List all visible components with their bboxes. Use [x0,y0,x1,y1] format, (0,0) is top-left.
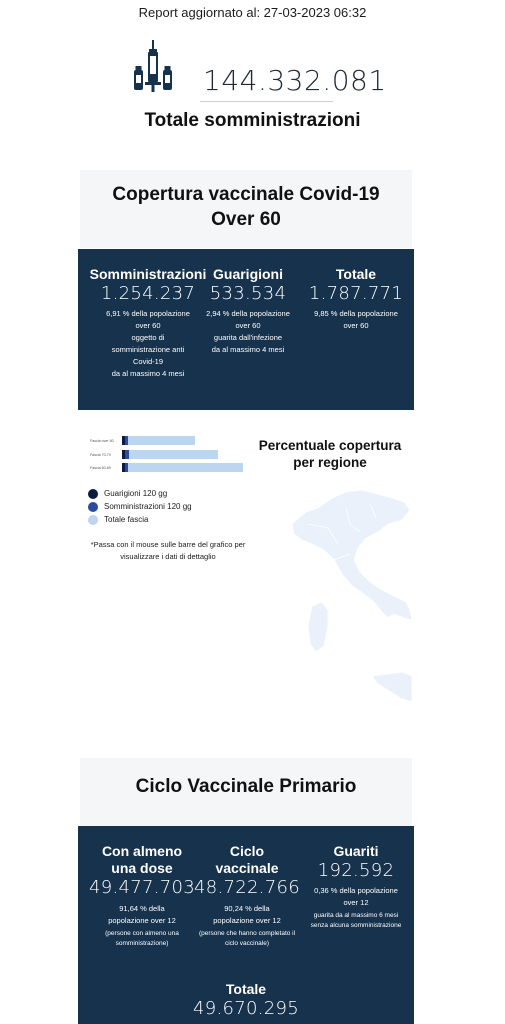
total-administrations-value: 144.332.081 [203,64,387,97]
stat-total: Totale 1.787.771 9,85 % della popolazione over 60 [308,266,404,330]
coverage-title-line2: Over 60 [211,209,281,230]
stat-recovered: Guariti 192.592 0,36 % della popolazione over 12 guarita da al massimo 6 mesi senza alcuna somministrazione [310,843,402,929]
chart-hover-note: *Passa con il mouse sulle barre del grafico per visualizzare i dati di dettaglio [90,540,246,561]
bar-over-80-total[interactable] [122,436,195,445]
legend-total-group: Totale fascia [88,513,192,526]
italy-region-map[interactable] [288,488,412,706]
legend-administrations: Somministrazioni 120 gg [88,500,192,513]
stat-primary-total: Totale 49.670.295 [192,981,300,1019]
bar-70-79-total[interactable] [122,450,218,459]
total-administrations-label: Totale somministrazioni [144,110,361,131]
vaccine-vial-icon [133,40,173,92]
mainland-region[interactable] [292,490,412,620]
total-administrations-block [0,38,505,138]
coverage-title-line1: Copertura vaccinale Covid-19 [112,184,380,205]
stat-vaccine-cycle: Ciclo vaccinale 48.722.766 90,24 % della popolazione over 12 (persone che hanno completato il ciclo vaccinale) [194,843,301,947]
bar-label-over-80: Fascia over 80 [90,439,114,443]
bar-60-69-total[interactable] [122,463,243,472]
bar-label-70-79: Fascia 70-79 [90,453,111,457]
chart-legend [88,487,192,526]
age-group-bar-chart[interactable] [78,432,258,482]
legend-dot-icon [88,515,98,525]
stat-recoveries: Guarigioni 533.534 2,94 % della popolazione over 60 guarita dall'infezione da al massimo 4 mesi [206,266,290,354]
coverage-title [80,170,412,248]
bar-label-60-69: Fascia 60-69 [90,466,111,470]
stat-at-least-one-dose: Con almeno una dose 49.477.703 91,64 % della popolazione over 12 (persone con almeno una somministrazione) [88,843,196,947]
region-coverage-title: Percentuale copertura per regione [258,438,402,470]
stat-administrations: Somministrazioni 1.254.237 6,91 % della popolazione over 60 oggetto di somministrazione anti Covid-19 da al massimo 4 mesi [89,266,207,378]
primary-cycle-stats-panel [78,826,414,1024]
bar-60-69-recoveries[interactable] [122,463,125,472]
legend-recoveries: Guarigioni 120 gg [88,487,192,500]
sicily-region[interactable] [372,672,412,702]
bar-70-79-recoveries[interactable] [122,450,125,459]
coverage-stats-panel [78,249,414,410]
divider [200,101,333,102]
legend-dot-icon [88,489,98,499]
bar-over-80-recoveries[interactable] [122,436,125,445]
legend-dot-icon [88,502,98,512]
primary-cycle-title: Ciclo Vaccinale Primario [80,758,412,826]
report-updated: Report aggiornato al: 27-03-2023 06:32 [138,5,367,20]
sardinia-region[interactable] [308,602,328,652]
